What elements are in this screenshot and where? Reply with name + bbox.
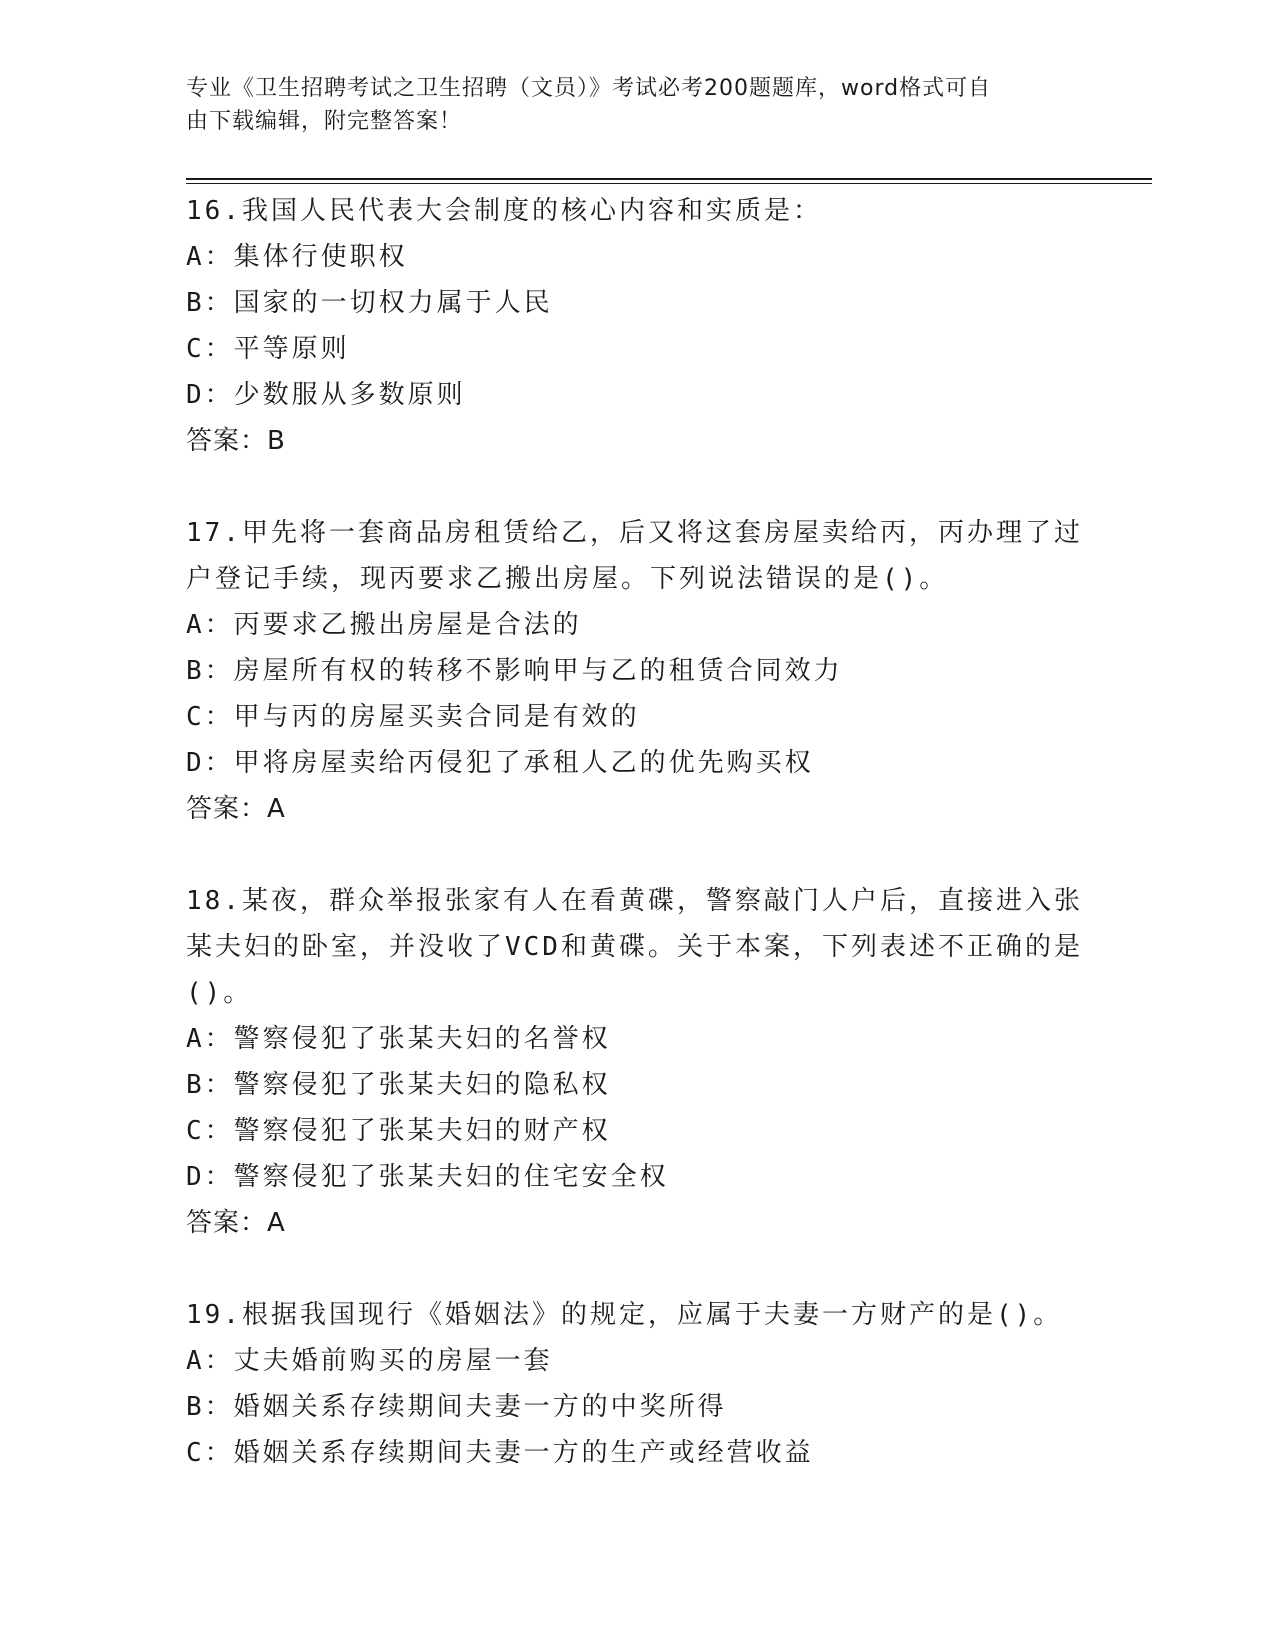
question-19 [186, 1292, 1086, 1476]
option-a: A：丙要求乙搬出房屋是合法的 [186, 610, 582, 640]
header-line-2: 由下载编辑，附完整答案！ [186, 109, 463, 134]
option-c: C：婚姻关系存续期间夫妻一方的生产或经营收益 [186, 1438, 814, 1468]
option-a: A：警察侵犯了张某夫妇的名誉权 [186, 1024, 611, 1054]
document-header [186, 72, 1066, 138]
answer: 答案：A [186, 1208, 286, 1238]
header-divider [186, 178, 1152, 180]
option-b: B：房屋所有权的转移不影响甲与乙的租赁合同效力 [186, 656, 843, 686]
option-c: C：警察侵犯了张某夫妇的财产权 [186, 1116, 611, 1146]
option-c: C：甲与丙的房屋买卖合同是有效的 [186, 702, 640, 732]
option-b: B：婚姻关系存续期间夫妻一方的中奖所得 [186, 1392, 727, 1422]
question-stem: 18.某夜，群众举报张家有人在看黄碟，警察敲门人户后，直接进入张某夫妇的卧室，并没收了VCD和黄碟。关于本案，下列表述不正确的是()。 [186, 886, 1083, 1008]
option-a: A：集体行使职权 [186, 242, 408, 272]
option-d: D：警察侵犯了张某夫妇的住宅安全权 [186, 1162, 669, 1192]
option-b: B：国家的一切权力属于人民 [186, 288, 553, 318]
answer: 答案：B [186, 426, 286, 456]
question-stem: 17.甲先将一套商品房租赁给乙，后又将这套房屋卖给丙，丙办理了过户登记手续，现丙要求乙搬出房屋。下列说法错误的是()。 [186, 518, 1083, 594]
option-b: B：警察侵犯了张某夫妇的隐私权 [186, 1070, 611, 1100]
option-c: C：平等原则 [186, 334, 350, 364]
question-stem: 19.根据我国现行《婚姻法》的规定，应属于夫妻一方财产的是()。 [186, 1300, 1063, 1330]
question-18 [186, 878, 1086, 1246]
header-divider-thin [186, 183, 1152, 184]
option-d: D：甲将房屋卖给丙侵犯了承租人乙的优先购买权 [186, 748, 814, 778]
header-line-1: 专业《卫生招聘考试之卫生招聘（文员）》考试必考200题题库，word格式可自 [186, 76, 992, 101]
option-d: D：少数服从多数原则 [186, 380, 466, 410]
question-17 [186, 510, 1086, 832]
answer: 答案：A [186, 794, 286, 824]
question-16 [186, 188, 1086, 464]
question-stem: 16.我国人民代表大会制度的核心内容和实质是： [186, 196, 822, 226]
question-list [186, 188, 1086, 1476]
option-a: A：丈夫婚前购买的房屋一套 [186, 1346, 553, 1376]
